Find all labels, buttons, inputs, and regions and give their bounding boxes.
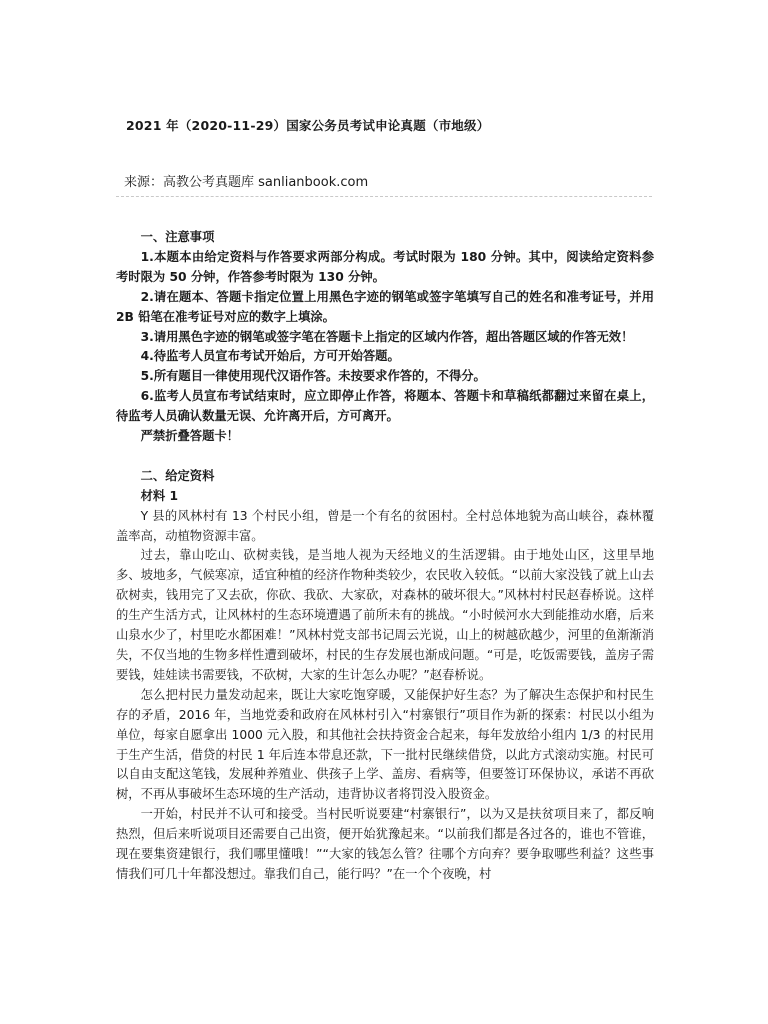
material-paragraph-1: Y 县的风林村有 13 个村民小组，曾是一个有名的贫困村。全村总体地貌为高山峡谷，森林覆盖率高，动植物资源丰富。 [116,508,654,543]
note-warning: 严禁折叠答题卡！ [140,429,239,444]
section-heading-notes: 一、注意事项 [140,230,215,244]
note-item-6: 6.监考人员宣布考试结束时，应立即停止作答，将题本、答题卡和草稿纸都翻过来留在桌上，待监考人员确认数量无误、允许离开后，方可离开。 [116,389,654,424]
dashed-divider [116,196,652,197]
note-item-5: 5.所有题目一律使用现代汉语作答。未按要求作答的，不得分。 [140,369,486,384]
material-paragraph-4: 一开始，村民并不认可和接受。当村民听说要建“村寨银行”，以为又是扶贫项目来了，都反响热烈，但后来听说项目还需要自己出资，便开始犹豫起来。“以前我们都是各过各的，谁也不管谁，现在要集资建银行，我们哪里懂哦！”“大家的钱怎么管？往哪个方向弃？要争取哪些利益？这些事情我们可几十年都没想过。靠我们自己，能行吗？”在一个个夜晚，村 [116,807,654,881]
source-line: 来源：高教公考真题库 sanlianbook.com [124,175,369,190]
material-paragraph-2: 过去，靠山吃山、砍树卖钱，是当地人视为天经地义的生活逻辑。由于地处山区，这里旱地多、坡地多，气候寒凉，适宜种植的经济作物种类较少，农民收入较低。“以前大家没钱了就上山去砍树卖，钱用完了又去砍，你砍、我砍、大家砍，对森林的破坏很大。”风林村村民赵春桥说。这样的生产生活方式，让风林村的生态环境遭遇了前所未有的挑战。“小时候河水大到能推动水磨，后来山泉水少了，村里吃水都困难！”风林村党支部书记周云光说，山上的树越砍越少，河里的鱼渐渐消失，不仅当地的生物多样性遭到破坏，村民的生存发展也渐成问题。“可是，吃饭需要钱，盖房子需要钱，娃娃读书需要钱，不砍树，大家的生计怎么办呢？”赵春桥说。 [116,548,654,682]
note-item-1: 1.本题本由给定资料与作答要求两部分构成。考试时限为 180 分钟。其中，阅读给定资料参考时限为 50 分钟，作答参考时限为 130 分钟。 [116,249,654,284]
document-body [116,228,654,885]
material-heading: 材料 1 [140,488,179,503]
note-item-2: 2.请在题本、答题卡指定位置上用黑色字迹的钢笔或签字笔填写自己的姓名和准考证号，并用 2B 铅笔在准考证号对应的数字上填涂。 [116,289,654,324]
note-item-3: 3.请用黑色字迹的钢笔或签字笔在答题卡上指定的区域内作答，超出答题区域的作答无效！ [140,329,634,344]
material-paragraph-3: 怎么把村民力量发动起来，既让大家吃饱穿暖，又能保护好生态？为了解决生态保护和村民生存的矛盾，2016 年，当地党委和政府在风林村引入“村寨银行”项目作为新的探索：村民以小组为单位，每家自愿拿出 1000 元入股，和其他社会扶持资金合起来，每年发放给小组内 1/3 的村民用于生产生活，借贷的村民 1 年后连本带息还款，下一批村民继续借贷，以此方式滚动实施。村民可以自由支配这笔钱，发展种养殖业、供孩子上学、盖房、看病等，但要签订环保协议，承诺不再砍树，不再从事破坏生态环境的生产活动，违背协议者将罚没入股资金。 [116,687,654,802]
note-item-4: 4.待监考人员宣布考试开始后，方可开始答题。 [140,349,400,364]
document-title: 2021 年（2020-11-29）国家公务员考试申论真题（市地级） [126,118,490,133]
section-heading-materials: 二、给定资料 [140,468,215,483]
